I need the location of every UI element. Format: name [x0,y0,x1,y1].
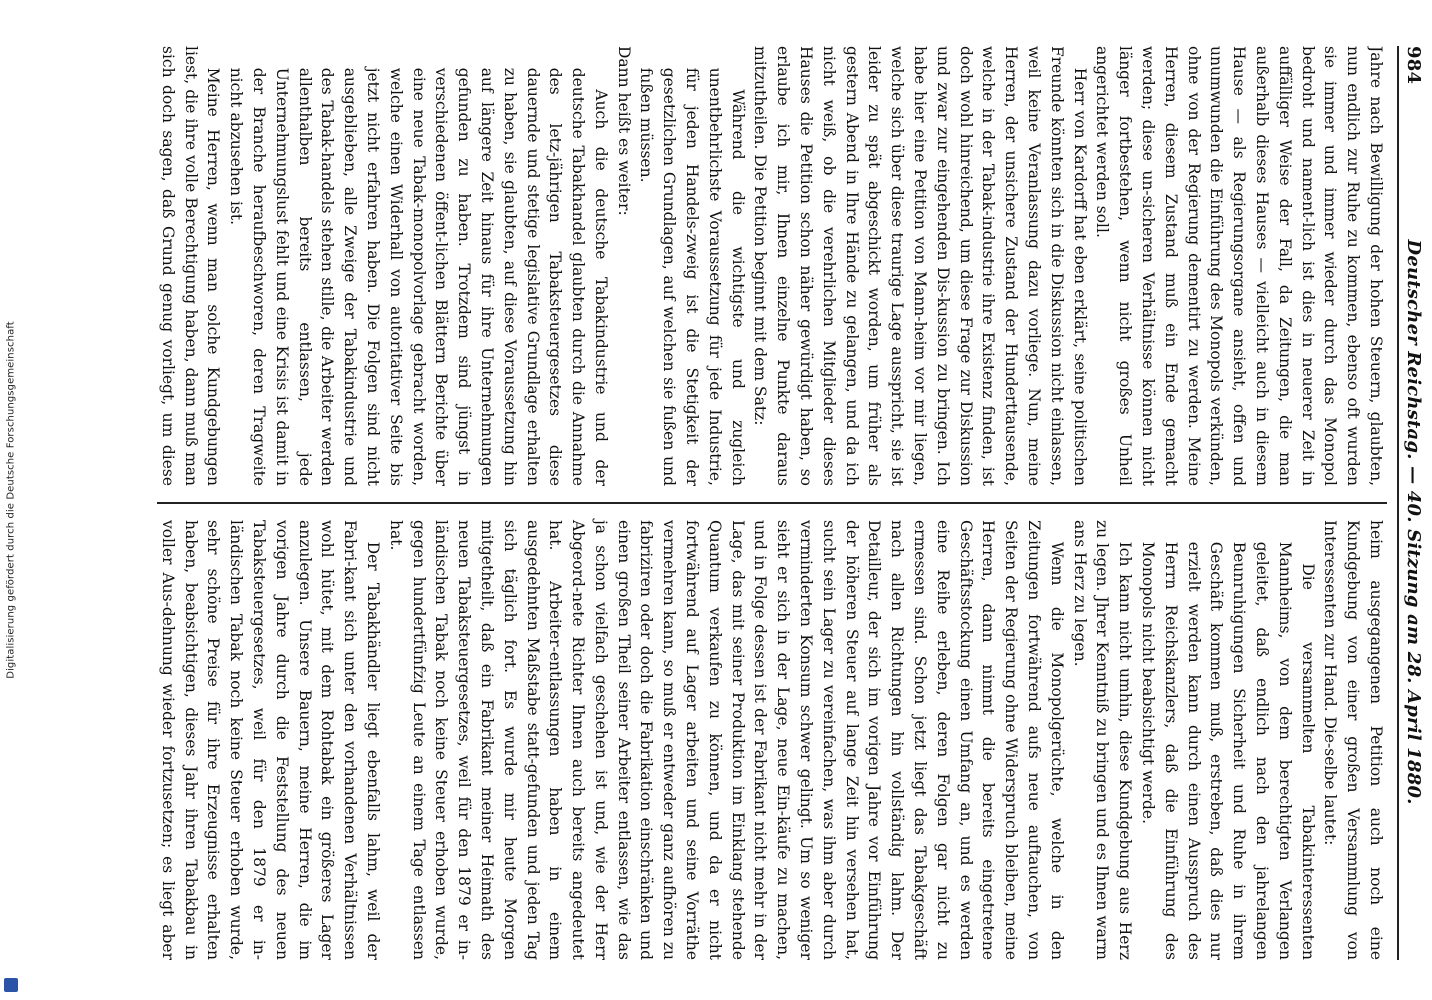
dfg-logo-icon [4,978,18,992]
paragraph: heim ausgegangenen Petition auch noch eine Kundgebung von einer großen Versammlung von Interessenten zur Hand. Die-selbe lautet: [1321,520,1385,960]
paragraph: Jahre nach Bewilligung der hohen Steuern, glaubten, nun endlich zur Ruhe zu kommen, ebenso oft wurden sie immer und immer wieder durch das Monopol bedroht und nament-lich ist dies in neuerer Zeit in auffälliger Weise der Fall, da Zeitungen, die man außerhalb dieses Hauses — vielleicht auch in diesem Hause — als Regierungsorgane ansieht, offen und unumwunden die Einführung des Monopols verkünden, ohne von der Regierung dementirt zu werden. Meine Herren, diesem Zustand muß ein Ende gemacht werden; diese un-sicheren Verhältnisse können nicht länger fortbestehen, wenn nicht großes Unheil angerichtet werden soll. [1093,46,1385,486]
digitization-note: Digitalisierung gefördert durch die Deutsche Forschungsgemeinschaft [5,321,17,679]
page-title: Deutscher Reichstag. — 40. Sitzung am 28. April 1880. [1403,239,1424,805]
paragraph: Dann heißt es weiter: [614,46,633,216]
scanned-page-area [28,0,1432,1000]
paragraph: Ich kann nicht umhin, diese Kundgebung aus Herz zu legen. Jhrer Kenntniß zu bringen und es Ihnen warm ans Herz zu legen. [1070,520,1135,960]
page-number: 984 [1403,46,1424,85]
text-columns [157,46,1387,960]
page-header [1397,46,1424,960]
paragraph: Wenn die Monopolgerüchte, welche in den Zeitungen fortwährend aufs neue auftauchen, von Seiten der Regierung ohne Widerspruch bleiben, meine Herren, dann nimmt die bereits eingetretene Geschäftsstockung einen Umfang an, und es werden eine Reihe erleben, deren Folgen gar nicht zu ermessen sind. Schon jetzt liegt das Tabakgeschäft nach allen Richtungen hin vollständig lahm. Der Detailleur, der sich im vorigen Jahre vor Einführung der höheren Steuer auf lange Zeit hin versehen hat, sucht sein Lager zu vereinfachen, was ihm aber durch verminderten Konsum schwer gelingt. Um so weniger sieht er sich in der Lage, neue Ein-käufe zu machen, und in Folge dessen ist der Fabrikant nicht mehr in der Lage, das mit seiner Produktion im Einklang stehende Quantum verkaufen zu können, und da er nicht fortwährend auf Lager arbeiten und seine Vorräthe vermehren kann, so muß er entweder ganz aufhören zu fabriziren oder doch die Fabrikation einschränken und einen großen Theil seiner Arbeiter entlassen, wie das ja schon vielfach geschehen ist und, wie der Herr Abgeord-nete Richter Ihnen auch bereits angedeutet hat. Arbeiter-entlassungen haben in einem ausgedehnten Maßstabe statt-gefunden und jeden Tag sich täglich fort. Es wurde mir heute Morgen mitgetheilt, daß ein Fabrikant meiner Heimath des neuen Tabaksteuergesetzes, weil für den 1879 er in-ländischen Tabak noch keine Steuer erhoben wurde, gegen hundertfünfzig Leute an einem Tage entlassen hat. [386,520,1066,960]
paragraph: Herr von Kardorff hat eben erklärt, seine politischen Freunde könnten sich in die Diskussion nicht einlassen, weil keine Veranlassung dazu vorliege. Nun, meine Herren, der unsichere Zustand der Hunderttausende, welche in der Tabak-industrie ihre Existenz finden, ist doch wohl hinreichend, um diese Frage zur Diskussion und zwar zur eingehenden Dis-kussion zu bringen. Ich habe hier eine Petition von Mann-heim vor mir liegen, welche sich über diese traurige Lage ausspricht, sie ist leider zu spät abgeschickt worden, um früher als gestern Abend in Ihre Hände zu gelangen, und da ich nicht weiß, ob die verehrlichen Mitglieder dieses Hauses die Petition schon näher gewürdigt haben, so erlaube ich mir, Ihnen einzelne Punkte daraus mitzutheilen. Die Petition beginnt mit dem Satz: [751,46,1089,486]
quote-paragraph: Auch die deutsche Tabakindustrie und der deutsche Tabakhandel glaubten durch die Annahme des letz-jährigen Tabaksteuergesetzes diese dauernde und stetige legislative Grundlage erhalten zu haben, sie glaubten, auf diese Voraussetzung hin auf längere Zeit hinaus für ihre Unternehmungen gefunden zu haben. Trotzdem sind jüngst in verschiedenen öffent-lichen Blättern Berichte über eine neue Tabak-monopolvorlage gebracht worden, welche einen Widerhall von autoritativer Seite bis jetzt nicht erfahren haben. Die Folgen sind nicht ausgeblieben, alle Zweige der Tabakindustrie und des Tabak-handels stehen stille, die Arbeiter werden allenthalben bereits entlassen, jede Unternehmungslust fehlt und eine Krisis ist damit in der Branche heraufbeschworen, deren Tragweite nicht abzusehen ist. [227,67,610,486]
paragraph: Der Tabakhändler liegt ebenfalls lahm, weil der Fabri-kant sich unter den vorhandenen Verhältnissen wohl hütet, mit dem Rohtabak ein größeres Lager anzulegen. Unsere Bauern, meine Herren, die im vorigen Jahre durch die Feststellung des neuen Tabaksteuergesetzes, weil für den 1879 er in-ländischen Tabak noch keine Steuer erhoben wurde, sehr schöne Preise für ihre Erzeugnisse erhalten haben, beabsichtigen, dieses Jahr ihren Tabakbau in voller Aus-dehnung wieder fortzusetzen; es liegt aber [158,520,382,960]
left-column [157,46,1387,504]
digitization-sidebar [0,0,22,1000]
quote-paragraph: Die versammelten Tabakinteressenten Mannheims, von dem berechtigten Verlangen geleitet, daß endlich nach den jahrelangen Beunruhigungen Sicherheit und Ruhe in ihrem Geschäft kommen muß, erstreben, daß dies nur erzielt werden kann durch einen Ausspruch des Herrn Reichskanzlers, daß die Einführung des Monopols nicht beabsichtigt werde. [1139,541,1317,960]
paragraph: Meine Herren, wenn man solche Kundgebungen liest, die ihre volle Berechtigung haben, dann muß man sich doch sagen, daß Grund genug vorliegt, um diese [158,46,223,486]
right-column [157,504,1387,960]
document-page [128,0,1432,1000]
quote-paragraph: Während die wichtigste und zugleich unentbehrlichste Voraussetzung für jede Industrie, für jeden Handels-zweig ist die Stetigkeit der gesetzlichen Grundlagen, auf welchen sie fußen und fußen müssen. [637,67,747,486]
